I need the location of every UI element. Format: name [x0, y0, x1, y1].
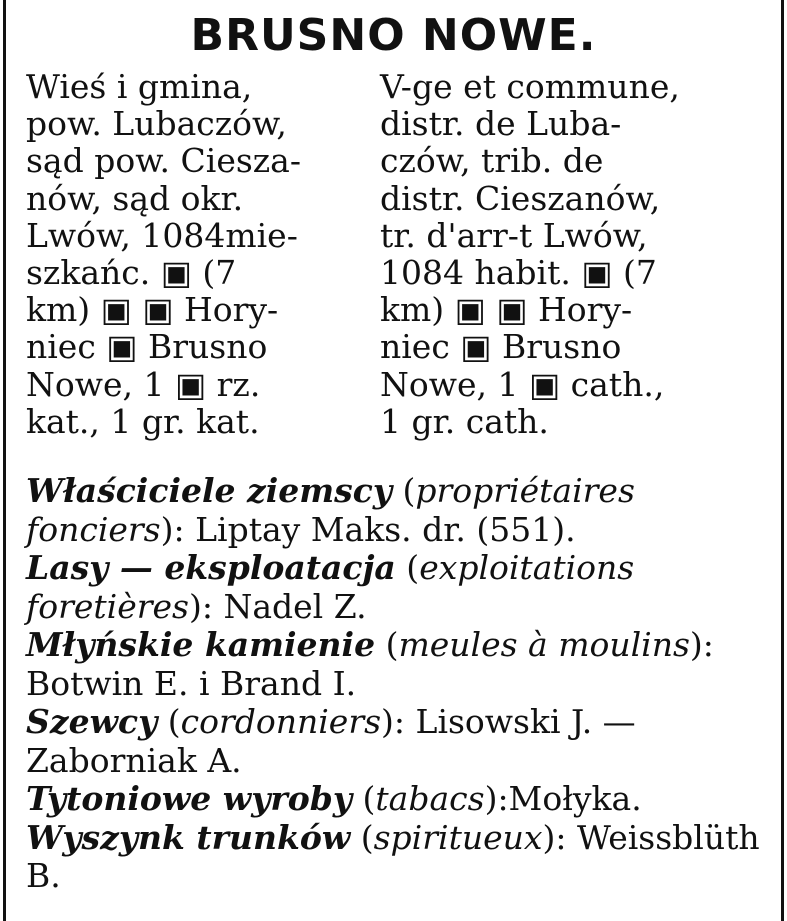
polish-line: pow. Lubaczów,: [26, 104, 287, 144]
french-line: Nowe, 1 ▣ cath.,: [380, 364, 665, 404]
french-line: 1084 habit. ▣ (7: [380, 252, 657, 292]
category-translation: tabacs: [375, 779, 485, 818]
polish-line: nów, sąd okr.: [26, 178, 244, 218]
business-sections: [26, 472, 766, 896]
category-entries: : Lisowski J. — Zaborniak A.: [26, 702, 636, 780]
polish-line: niec ▣ Brusno: [26, 327, 268, 367]
section-forestry: Lasy — eksploatacja (exploitations foretières): Nadel Z.: [26, 548, 635, 626]
category-label: Właściciele ziemscy: [26, 471, 393, 510]
french-line: distr. de Luba-: [380, 104, 622, 144]
category-entries: : Liptay Maks. dr. (551).: [173, 509, 576, 549]
french-column: [380, 68, 680, 440]
left-border-rule: [3, 0, 6, 921]
category-label: Lasy — eksploatacja: [26, 548, 396, 587]
french-line: czów, trib. de: [380, 141, 604, 181]
category-translation: spiritueux: [373, 817, 543, 857]
category-entries: : Weissblüth B.: [26, 817, 760, 895]
polish-line: Lwów, 1084mie-: [26, 215, 298, 255]
french-line: km) ▣ ▣ Hory-: [380, 290, 633, 330]
french-line: tr. d'arr-t Lwów,: [380, 215, 648, 255]
page-title: BRUSNO NOWE.: [190, 10, 597, 61]
polish-line: km) ▣ ▣ Hory-: [26, 290, 279, 330]
polish-line: Wieś i gmina,: [26, 67, 253, 106]
polish-line: kat., 1 gr. kat.: [26, 401, 260, 441]
section-spirits: Wyszynk trunków (spiritueux): Weissblüth B.: [26, 817, 760, 895]
polish-line: szkańc. ▣ (7: [26, 252, 237, 292]
category-entries: : Botwin E. i Brand I.: [26, 625, 714, 703]
polish-column: [26, 68, 301, 440]
section-shoemakers: Szewcy (cordonniers): Lisowski J. — Zaborniak A.: [26, 702, 636, 780]
category-label: Młyńskie kamienie: [26, 625, 376, 664]
section-millstones: Młyńskie kamienie (meules à moulins): Botwin E. i Brand I.: [26, 625, 714, 703]
category-translation: cordonniers: [180, 702, 382, 741]
french-line: 1 gr. cath.: [380, 401, 549, 441]
category-entries: : Nadel Z.: [201, 586, 367, 626]
french-line: niec ▣ Brusno: [380, 327, 622, 367]
polish-line: Nowe, 1 ▣ rz.: [26, 364, 261, 404]
french-line: V-ge et commune,: [380, 67, 680, 106]
section-tobacco: Tytoniowe wyroby (tabacs):Mołyka.: [26, 779, 642, 818]
category-translation: propriétaires fonciers: [26, 471, 635, 549]
french-line: distr. Cieszanów,: [380, 178, 661, 218]
category-label: Wyszynk trunków: [26, 817, 351, 857]
category-label: Szewcy: [26, 702, 158, 741]
polish-line: sąd pow. Ciesza-: [26, 141, 302, 181]
right-border-rule: [781, 0, 784, 921]
category-label: Tytoniowe wyroby: [26, 779, 353, 818]
category-entries: :Mołyka.: [497, 779, 642, 818]
section-landowners: Właściciele ziemscy (propriétaires fonciers): Liptay Maks. dr. (551).: [26, 471, 635, 549]
category-translation: exploitations foretières: [26, 548, 635, 626]
category-translation: meules à moulins: [398, 625, 690, 664]
